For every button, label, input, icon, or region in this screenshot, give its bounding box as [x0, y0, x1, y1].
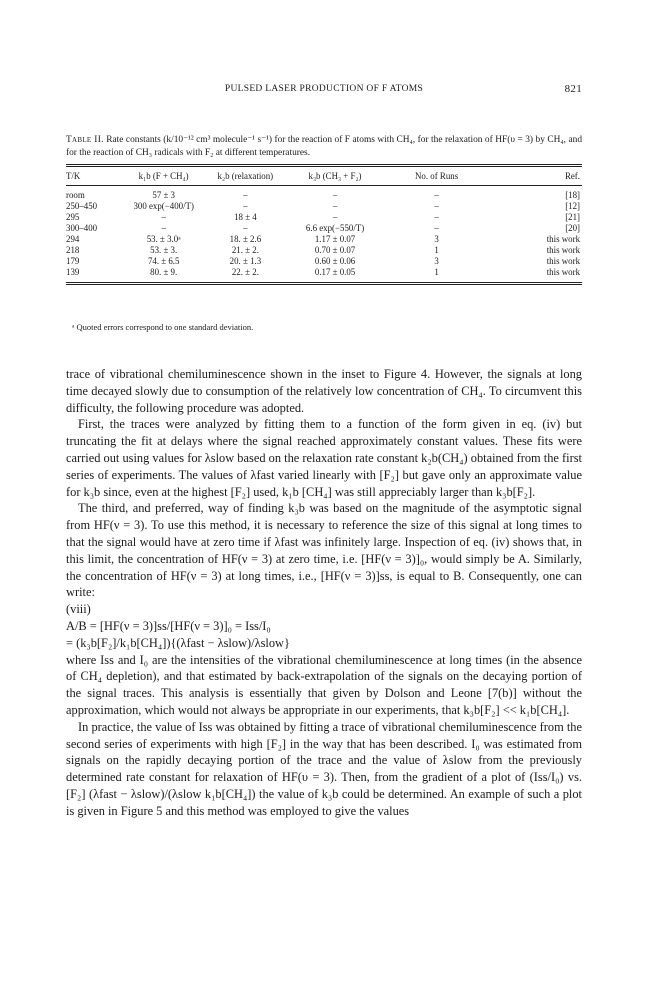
table-caption-text: Rate constants (k/10⁻¹² cm³ molecule⁻¹ s⁻¹) for the reaction of F atoms with CH₄, for the relaxation of HF(υ = 3) by CH₄, and for the reaction of CH₃ radicals with F₂ at different temperatures. [66, 135, 583, 158]
table-cell: 53. ± 3. [150, 245, 178, 255]
paragraph: The third, and preferred, way of finding k₃b was based on the magnitude of the asymptotic signal from HF(ν = 3). To use this method, it is necessary to reference the size of this signal at long times to that the signal would have at zero time if λfast was infinitely large. Inspection of eq. (iv) shows that, in this limit, the concentration of HF(ν = 3) at zero time, i.e. [HF(ν = 3)]₀, would simply be A. Similarly, the concentration of HF(ν = 3) at long times, i.e., [HF(ν = 3)]ss, is equal to B. Consequently, one can write: [66, 501, 582, 600]
column-header: k₃b (CH₃ + F₂) [308, 171, 362, 181]
table-cell: 300–400 [66, 223, 98, 233]
table-cell: 294 [66, 234, 80, 244]
column-header: No. of Runs [415, 171, 459, 181]
table-row [66, 256, 582, 267]
table-cell: 1.17 ± 0.07 [314, 234, 356, 244]
table-cell: 179 [66, 256, 80, 266]
table-cell: – [434, 223, 439, 233]
table-cell: 20. ± 1.3 [229, 256, 262, 266]
table-row [66, 267, 582, 278]
table-caption-label: Table II. [66, 135, 104, 145]
table-cell: – [434, 190, 439, 200]
table-cell: – [434, 201, 439, 211]
column-header: Ref. [564, 171, 580, 181]
column-header: k₂b (relaxation) [217, 171, 274, 181]
table-cell: – [332, 212, 338, 222]
table-cell: – [243, 190, 248, 200]
equation-line: = (k₃b[F₂]/k₁b[CH₄]){(λfast − λslow)/λslow} [66, 635, 290, 650]
table-row [66, 234, 582, 245]
table-cell: [12] [565, 201, 580, 211]
table-cell: 21. ± 2. [231, 245, 259, 255]
equation-label: (viii) [66, 602, 91, 617]
body-text [66, 366, 582, 820]
equation-line: A/B = [HF(ν = 3)]ss/[HF(ν = 3)]₀ = Iss/I₀ [66, 618, 271, 633]
table-bottom-rule [66, 282, 582, 285]
table-cell: 74. ± 6.5 [147, 256, 180, 266]
table-cell: – [161, 223, 166, 233]
table-cell: 0.17 ± 0.05 [314, 267, 356, 277]
table-cell: [21] [565, 212, 580, 222]
table-cell: 57 ± 3 [152, 190, 175, 200]
paragraph: First, the traces were analyzed by fitting them to a function of the form given in eq. (iv) but truncating the fit at delays where the signal reached approximately constant values. These fits were carried out using values for λslow based on the relaxation rate constant k₂b(CH₄) obtained from the first series of experiments. The values of λfast varied linearly with [F₂] but gave only an approximate value for k₃b since, even at the highest [F₂] used, k₁b [CH₄] was still appreciably larger than k₃b[F₂]. [66, 417, 582, 499]
table-cell: 3 [434, 256, 439, 266]
table-cell: [18] [565, 190, 580, 200]
table-cell: 250–450 [66, 201, 98, 211]
table-cell: – [332, 201, 338, 211]
paragraph: trace of vibrational chemiluminescence shown in the inset to Figure 4. However, the signals at long time decayed slowly due to consumption of the relatively low concentration of CH₄. To circumvent this difficulty, the following procedure was adopted. [66, 367, 582, 415]
table-cell: 300 exp(−400/T) [133, 201, 194, 211]
table-cell: this work [546, 234, 580, 244]
table-cell: 295 [66, 212, 80, 222]
table-cell: 80. ± 9. [150, 267, 178, 277]
table-cell: – [243, 201, 248, 211]
table-row [66, 212, 582, 223]
column-header: k₁b (F + CH₄) [138, 171, 189, 181]
table-cell: [20] [565, 223, 580, 233]
table-cell: 139 [66, 267, 80, 277]
rate-constants-table [66, 164, 582, 285]
table-caption [66, 134, 582, 159]
table-cell: – [243, 223, 248, 233]
table-cell: – [434, 212, 439, 222]
table-row [66, 245, 582, 256]
table-row [66, 186, 582, 201]
table-cell: 1 [434, 245, 439, 255]
table-cell: this work [546, 245, 580, 255]
table-cell: 6.6 exp(−550/T) [305, 223, 365, 233]
table-cell: 18. ± 2.6 [229, 234, 262, 244]
table-cell: room [66, 190, 85, 200]
table-cell: 1 [434, 267, 439, 277]
table-cell: 218 [66, 245, 80, 255]
table-row [66, 201, 582, 212]
paragraph: In practice, the value of Iss was obtained by fitting a trace of vibrational chemiluminescence from the second series of experiments with high [F₂] in the way that has been described. I₀ was estimated from signals on the rapidly decaying portion of the trace and the value of λslow from the previously determined rate constant for relaxation of HF(υ = 3). Then, from the gradient of a plot of (Iss/I₀) vs. [F₂] (λfast − λslow)/(λslow k₁b[CH₄]) the value of k₃b could be determined. An example of such a plot is given in Figure 5 and this method was employed to give the values [66, 719, 582, 818]
table-cell: – [332, 190, 338, 200]
table-cell: this work [546, 267, 580, 277]
column-header: T/K [66, 171, 81, 181]
table-cell: 18 ± 4 [234, 212, 257, 222]
table-footnote: ᵃ Quoted errors correspond to one standard deviation. [72, 322, 254, 332]
table-row [66, 223, 582, 234]
table-cell: 0.70 ± 0.07 [314, 245, 356, 255]
page-number: 821 [564, 83, 582, 95]
table-cell: 22. ± 2. [231, 267, 259, 277]
running-head-title: PULSED LASER PRODUCTION OF F ATOMS [224, 84, 424, 94]
table-cell: 53. ± 3.0ᵃ [146, 234, 181, 244]
table-cell: 0.60 ± 0.06 [314, 256, 356, 266]
table-cell: – [161, 212, 166, 222]
table-cell: this work [546, 256, 580, 266]
paragraph: where Iss and I₀ are the intensities of the vibrational chemiluminescence at long times (in the absence of CH₄ depletion), and that estimated by back-extrapolation of the signals on the decaying portion of the signal traces. This analysis is essentially that given by Dolson and Leone [7(b)] without the approximation, which would not always be appropriate in our experiments, that k₃b[F₂] << k₁b[CH₄]. [66, 652, 582, 717]
table-cell: 3 [434, 234, 439, 244]
table-header-row [66, 167, 582, 185]
